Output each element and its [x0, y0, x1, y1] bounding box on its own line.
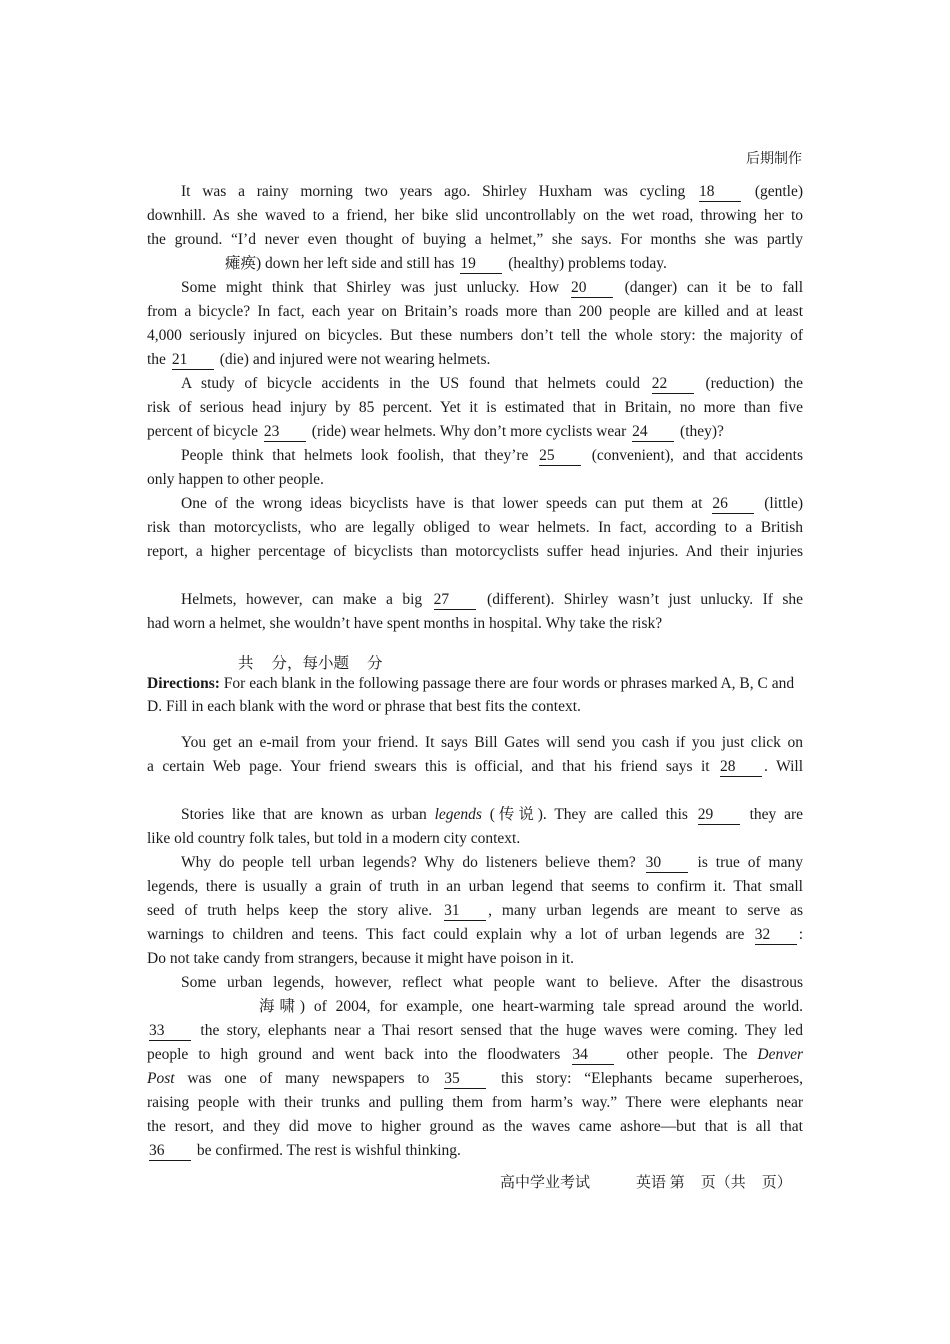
- blank-19[interactable]: 19: [460, 255, 502, 274]
- q-p4-line-2: 海啸) of 2004, for example, one heart-warming tale spread around the world.: [259, 998, 803, 1015]
- p2-line-3: 4,000 seriously injured on bicycles. But these numbers don’t tell the whole story: the majority of: [147, 327, 803, 344]
- p2-line-1: Some might think that Shirley was just unlucky. How 20 (danger) can it be to fall: [181, 279, 804, 296]
- blank-18[interactable]: 18: [699, 183, 741, 202]
- section-header: 共 分，每小题 分: [238, 655, 383, 672]
- p2-line-4: the 21 (die) and injured were not wearing helmets.: [147, 351, 491, 368]
- q-p3-line-5: Do not take candy from strangers, because it might have poison in it.: [147, 950, 575, 967]
- q-p4-line-8: 36 be confirmed. The rest is wishful thinking.: [149, 1142, 461, 1159]
- p3-line-3: percent of bicycle 23 (ride) wear helmets. Why don’t more cyclists wear 24 (they)?: [147, 423, 724, 440]
- blank-23[interactable]: 23: [264, 423, 306, 442]
- blank-24[interactable]: 24: [632, 423, 674, 442]
- q-p3-line-2: legends, there is usually a grain of truth in an urban legend that seems to confirm it. That small: [147, 878, 803, 895]
- q-p4-line-6: raising people with their trunks and pulling them from harm’s way.” There were elephants near: [147, 1094, 803, 1111]
- q-p4-line-3: 33 the story, elephants near a Thai resort sensed that the huge waves were coming. They led: [149, 1022, 804, 1039]
- q-p3-line-1: Why do people tell urban legends? Why do listeners believe them? 30 is true of many: [181, 854, 803, 871]
- q-p2-line-2: like old country folk tales, but told in a modern city context.: [147, 830, 521, 847]
- footer-subject: 英语 第: [636, 1175, 685, 1191]
- directions-label: Directions:: [147, 675, 220, 692]
- blank-29[interactable]: 29: [698, 806, 740, 825]
- p1-line-4: 瘫痪) down her left side and still has 19 (healthy) problems today.: [225, 255, 667, 272]
- page-footer: [500, 1171, 802, 1192]
- blank-25[interactable]: 25: [539, 447, 581, 466]
- p1-line-3: the ground. “I’d never even thought of buying a helmet,” she says. For months she was partly: [147, 231, 803, 248]
- p1-line-2: downhill. As she waved to a friend, her bike slid uncontrollably on the wet road, throwing her to: [147, 207, 803, 224]
- passage-2: [147, 731, 803, 1163]
- blank-22[interactable]: 22: [652, 375, 694, 394]
- p3-line-2: risk of serious head injury by 85 percent. Yet it is estimated that in Britain, no more than five: [147, 399, 803, 416]
- directions-text: For each blank in the following passage there are four words or phrases marked A, B, C and D. Fill in each blank with the word or phrase that best fits the context.: [147, 675, 795, 715]
- p5-line-1: One of the wrong ideas bicyclists have is that lower speeds can put them at 26 (little): [181, 495, 804, 512]
- passage-1: [147, 180, 803, 636]
- q-p1-line-gap: [147, 779, 803, 803]
- q-p1-line-2: a certain Web page. Your friend swears this is official, and that his friend says it 28 . Will: [147, 758, 804, 775]
- p5-line-gap: [147, 564, 803, 588]
- footer-page: 页（共: [700, 1175, 746, 1191]
- blank-32[interactable]: 32: [755, 926, 797, 945]
- blank-20[interactable]: 20: [571, 279, 613, 298]
- blank-30[interactable]: 30: [646, 854, 688, 873]
- corner-note: 后期制作: [746, 152, 802, 167]
- blank-34[interactable]: 34: [572, 1046, 614, 1065]
- blank-27[interactable]: 27: [434, 591, 476, 610]
- p5-line-3: report, a higher percentage of bicyclists than motorcyclists suffer head injuries. And their injuries: [147, 543, 803, 560]
- q-p3-line-3: seed of truth helps keep the story alive. 31 , many urban legends are meant to serve as: [147, 902, 804, 919]
- p4-line-2: only happen to other people.: [147, 471, 324, 488]
- blank-21[interactable]: 21: [172, 351, 214, 370]
- footer-end: 页）: [761, 1175, 792, 1191]
- blank-31[interactable]: 31: [444, 902, 486, 921]
- p1-line-1: It was a rainy morning two years ago. Shirley Huxham was cycling 18 (gentle): [181, 183, 804, 200]
- q-p4-line-7: the resort, and they did move to higher ground as the waves came ashore—but that is all that: [147, 1118, 803, 1135]
- blank-35[interactable]: 35: [444, 1070, 486, 1089]
- p6-line-2: had worn a helmet, she wouldn’t have spent months in hospital. Why take the risk?: [147, 615, 663, 632]
- footer-exam: 高中学业考试: [500, 1175, 591, 1191]
- p4-line-1: People think that helmets look foolish, that they’re 25 (convenient), and that accidents: [181, 447, 804, 464]
- q-p4-line-5: Post was one of many newspapers to 35 this story: “Elephants became superheroes,: [147, 1070, 804, 1087]
- q-p3-line-4: warnings to children and teens. This fact could explain why a lot of urban legends are 32 :: [147, 926, 803, 943]
- q-p2-line-1: Stories like that are known as urban legends (传说). They are called this 29 they are: [181, 806, 804, 823]
- q-p4-line-1: Some urban legends, however, reflect what people want to believe. After the disastrous: [181, 974, 803, 991]
- p3-line-1: A study of bicycle accidents in the US found that helmets could 22 (reduction) the: [181, 375, 804, 392]
- blank-33[interactable]: 33: [149, 1022, 191, 1041]
- blank-36[interactable]: 36: [149, 1142, 191, 1161]
- blank-26[interactable]: 26: [712, 495, 754, 514]
- p6-line-1: Helmets, however, can make a big 27 (different). Shirley wasn’t just unlucky. If she: [181, 591, 803, 608]
- p5-line-2: risk than motorcyclists, who are legally obliged to wear helmets. In fact, according to a British: [147, 519, 803, 536]
- q-p1-line-1: You get an e-mail from your friend. It says Bill Gates will send you cash if you just click on: [181, 734, 803, 751]
- blank-28[interactable]: 28: [720, 758, 762, 777]
- q-p4-line-4: people to high ground and went back into the floodwaters 34 other people. The Denver: [147, 1046, 804, 1063]
- directions: [147, 672, 807, 718]
- p2-line-2: from a bicycle? In fact, each year on Britain’s roads more than 200 people are killed and at least: [147, 303, 803, 320]
